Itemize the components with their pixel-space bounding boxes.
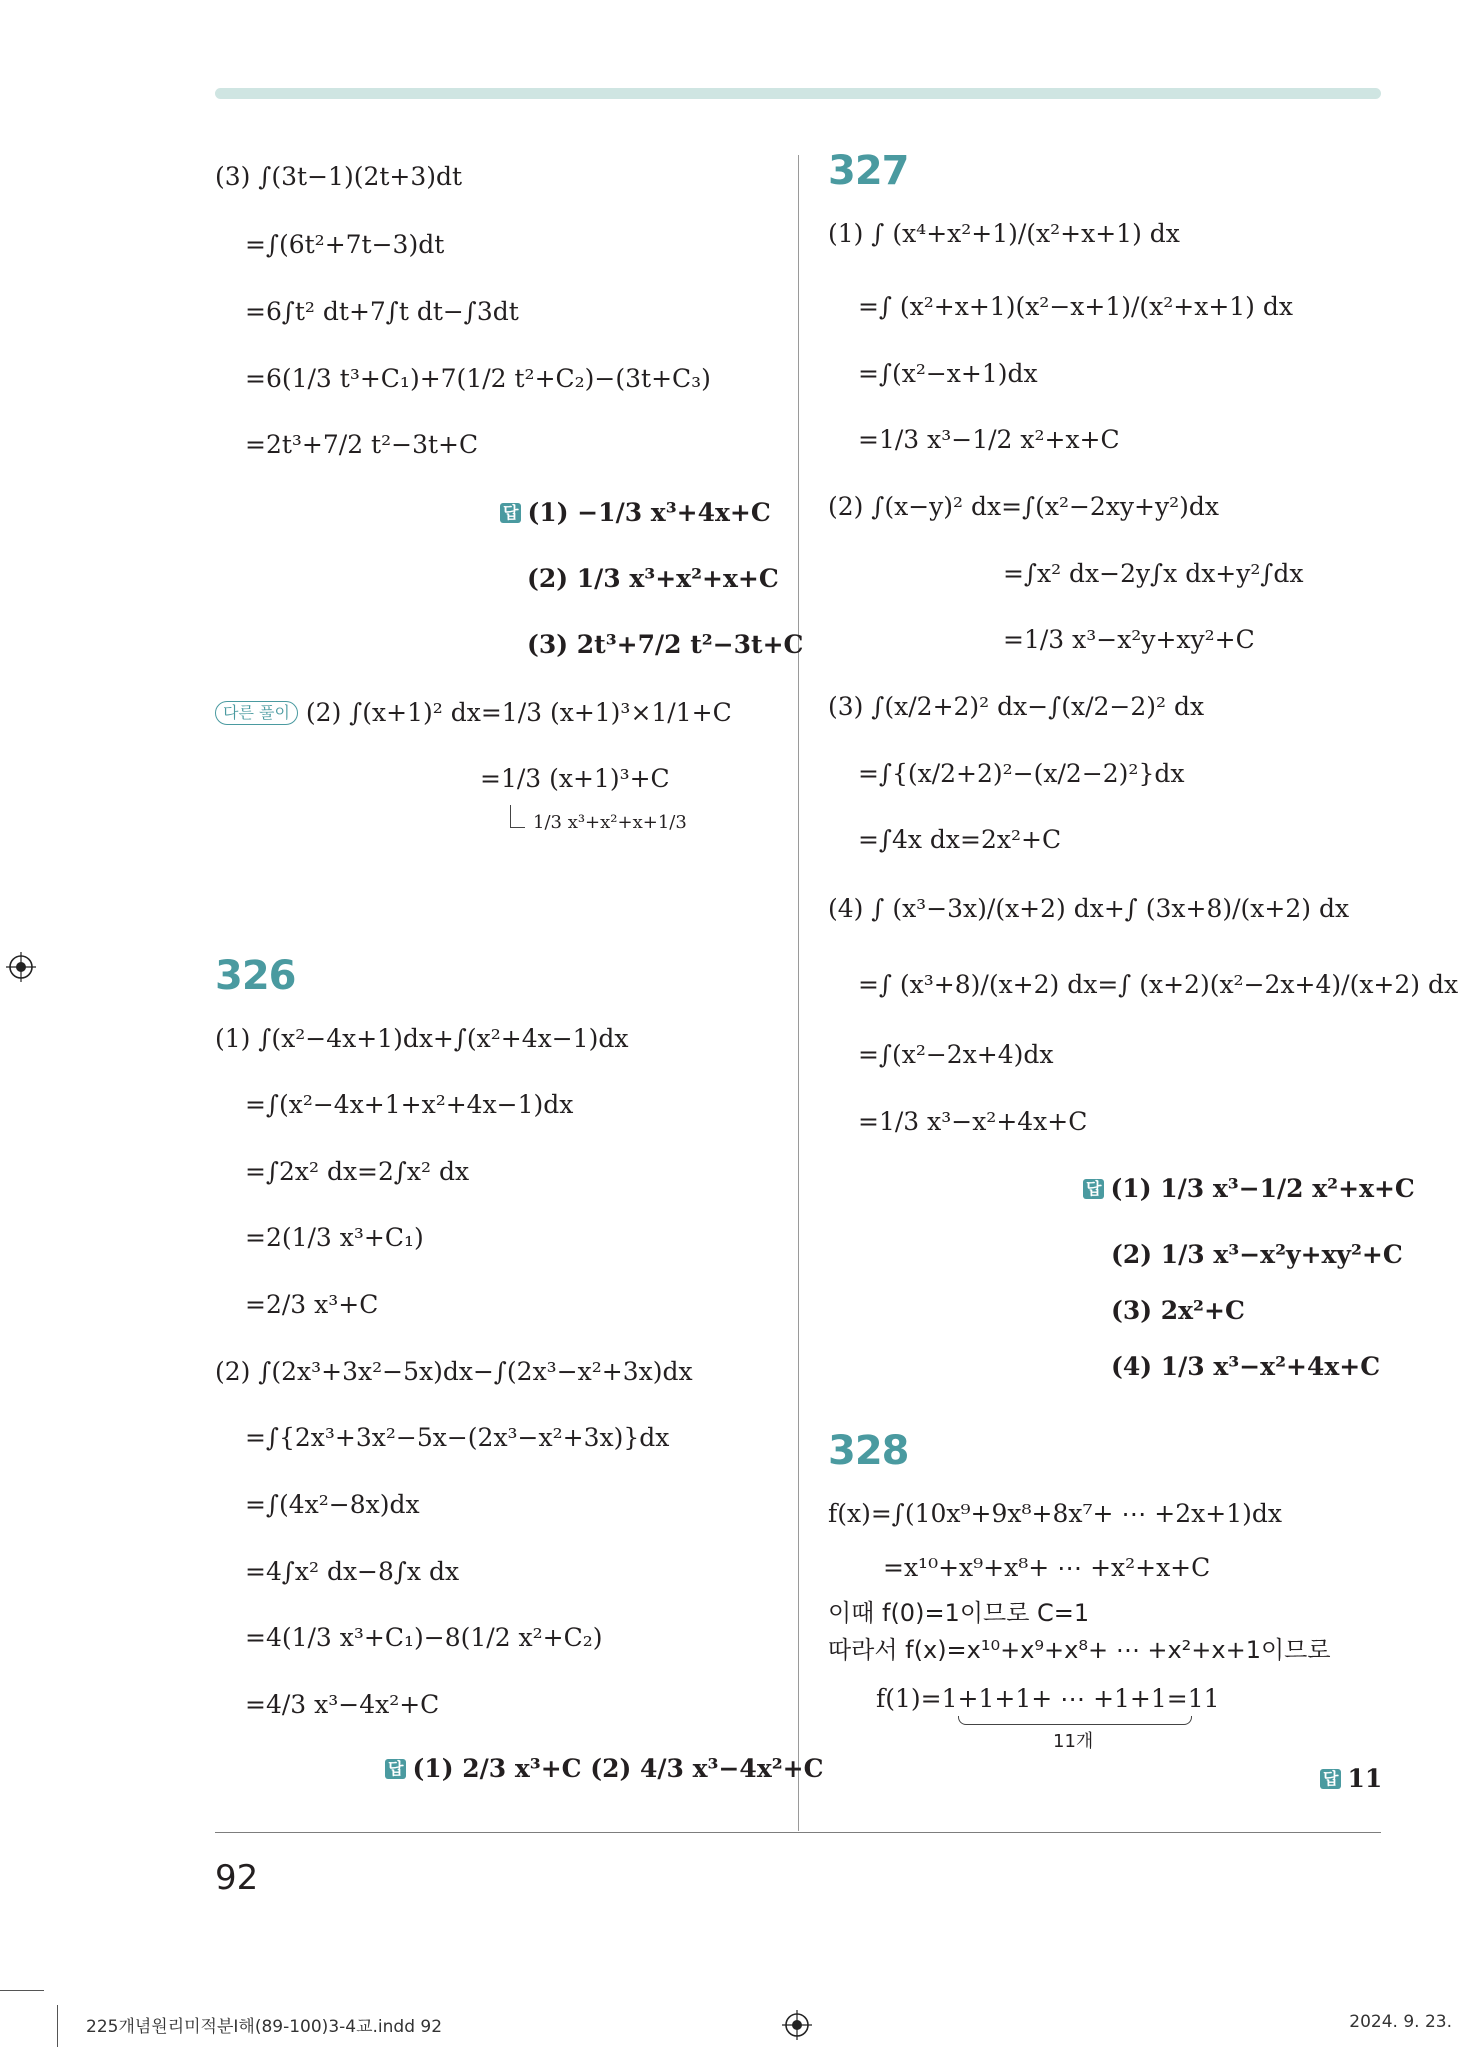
solution-line: =4(1/3 x³+C₁)−8(1/2 x²+C₂) bbox=[245, 1623, 603, 1652]
underbrace-label: 11개 bbox=[1053, 1731, 1094, 1752]
alt-solution-text: (2) ∫(x+1)² dx=1/3 (x+1)³×1/1+C bbox=[305, 698, 732, 727]
problem-number: 326 bbox=[215, 953, 296, 999]
expansion-note: 1/3 x³+x²+x+1/3 bbox=[533, 812, 687, 833]
solution-line: =∫(x²−x+1)dx bbox=[858, 359, 1038, 388]
solution-line: (1) ∫ (x⁴+x²+1)/(x²+x+1) dx bbox=[828, 219, 1180, 248]
alt-solution-badge: 다른 풀이 bbox=[215, 701, 298, 725]
solution-line: =∫ (x³+8)/(x+2) dx=∫ (x+2)(x²−2x+4)/(x+2) dx bbox=[858, 970, 1459, 999]
footer-file-info: 225개념원리미적분Ⅰ해(89-100)3-4교.indd 92 bbox=[86, 2017, 443, 2037]
problem-number: 327 bbox=[828, 148, 909, 194]
alt-solution-line bbox=[215, 696, 732, 730]
solution-line: =∫{(x/2+2)²−(x/2−2)²}dx bbox=[858, 759, 1185, 788]
header-bar bbox=[215, 88, 1381, 99]
solution-line: =∫4x dx=2x²+C bbox=[858, 825, 1062, 854]
solution-line: =2/3 x³+C bbox=[245, 1290, 379, 1319]
solution-line: =∫ (x²+x+1)(x²−x+1)/(x²+x+1) dx bbox=[858, 292, 1293, 321]
solution-line: =∫(x²−4x+1+x²+4x−1)dx bbox=[245, 1090, 574, 1119]
registration-mark-icon bbox=[782, 2010, 812, 2040]
solution-line: =4∫x² dx−8∫x dx bbox=[245, 1557, 460, 1586]
answer-line: (2) 1/3 x³−x²y+xy²+C bbox=[1111, 1240, 1403, 1269]
solution-line: (4) ∫ (x³−3x)/(x+2) dx+∫ (3x+8)/(x+2) dx bbox=[828, 894, 1350, 923]
solution-line: (2) ∫(x−y)² dx=∫(x²−2xy+y²)dx bbox=[828, 492, 1220, 521]
solution-line: f(x)=∫(10x⁹+9x⁸+8x⁷+ ⋯ +2x+1)dx bbox=[828, 1499, 1282, 1528]
solution-line: (2) ∫(2x³+3x²−5x)dx−∫(2x³−x²+3x)dx bbox=[215, 1357, 693, 1386]
footer-date: 2024. 9. 23. bbox=[1349, 2012, 1452, 2032]
answer-line bbox=[385, 1752, 824, 1786]
answer-text: (1) 1/3 x³−1/2 x²+x+C bbox=[1110, 1174, 1415, 1203]
solution-line: =∫(6t²+7t−3)dt bbox=[245, 230, 445, 259]
solution-line: =2t³+7/2 t²−3t+C bbox=[245, 430, 479, 459]
solution-line: =x¹⁰+x⁹+x⁸+ ⋯ +x²+x+C bbox=[883, 1553, 1211, 1582]
solution-line: (3) ∫(3t−1)(2t+3)dt bbox=[215, 162, 463, 191]
underbrace bbox=[958, 1716, 1192, 1725]
crop-mark bbox=[0, 1990, 44, 1991]
answer-line bbox=[500, 496, 771, 530]
answer-badge: 답 bbox=[1083, 1179, 1104, 1199]
solution-line: (3) ∫(x/2+2)² dx−∫(x/2−2)² dx bbox=[828, 692, 1205, 721]
solution-line: =∫(4x²−8x)dx bbox=[245, 1490, 420, 1519]
solution-line: =6(1/3 t³+C₁)+7(1/2 t²+C₂)−(3t+C₃) bbox=[245, 364, 711, 393]
alt-solution-line: =1/3 (x+1)³+C bbox=[480, 764, 670, 793]
answer-line bbox=[1320, 1762, 1382, 1796]
answer-badge: 답 bbox=[385, 1759, 406, 1779]
answer-line: (2) 1/3 x³+x²+x+C bbox=[527, 564, 779, 593]
solution-line: =∫2x² dx=2∫x² dx bbox=[245, 1157, 470, 1186]
solution-line: =4/3 x³−4x²+C bbox=[245, 1690, 440, 1719]
answer-text: (1) 2/3 x³+C (2) 4/3 x³−4x²+C bbox=[412, 1754, 824, 1783]
solution-line: =1/3 x³−x²+4x+C bbox=[858, 1107, 1088, 1136]
answer-text: (1) −1/3 x³+4x+C bbox=[527, 498, 771, 527]
answer-badge: 답 bbox=[500, 503, 521, 523]
answer-text: 11 bbox=[1347, 1764, 1383, 1793]
solution-line: (1) ∫(x²−4x+1)dx+∫(x²+4x−1)dx bbox=[215, 1024, 629, 1053]
solution-line: =∫(x²−2x+4)dx bbox=[858, 1040, 1054, 1069]
answer-badge: 답 bbox=[1320, 1769, 1341, 1789]
bottom-rule bbox=[215, 1832, 1381, 1833]
column-divider bbox=[798, 155, 799, 1831]
answer-line bbox=[1083, 1172, 1415, 1206]
page-number: 92 bbox=[215, 1858, 259, 1898]
answer-line: (3) 2x²+C bbox=[1111, 1296, 1245, 1325]
solution-line: 이때 f(0)=1이므로 C=1 bbox=[828, 1599, 1090, 1627]
answer-line: (3) 2t³+7/2 t²−3t+C bbox=[527, 630, 804, 659]
solution-line: =∫x² dx−2y∫x dx+y²∫dx bbox=[1003, 559, 1304, 588]
solution-line: =6∫t² dt+7∫t dt−∫3dt bbox=[245, 297, 519, 326]
registration-mark-icon bbox=[6, 952, 36, 982]
solution-line: =2(1/3 x³+C₁) bbox=[245, 1223, 424, 1252]
expansion-bracket bbox=[510, 805, 525, 828]
solution-line: 따라서 f(x)=x¹⁰+x⁹+x⁸+ ⋯ +x²+x+1이므로 bbox=[828, 1636, 1331, 1664]
problem-number: 328 bbox=[828, 1428, 909, 1474]
answer-line: (4) 1/3 x³−x²+4x+C bbox=[1111, 1352, 1381, 1381]
solution-line: =∫{2x³+3x²−5x−(2x³−x²+3x)}dx bbox=[245, 1423, 670, 1452]
crop-mark bbox=[57, 2005, 58, 2047]
solution-line: =1/3 x³−1/2 x²+x+C bbox=[858, 425, 1120, 454]
solution-line: =1/3 x³−x²y+xy²+C bbox=[1003, 625, 1255, 654]
solution-line: f(1)=1+1+1+ ⋯ +1+1=11 bbox=[876, 1684, 1220, 1713]
